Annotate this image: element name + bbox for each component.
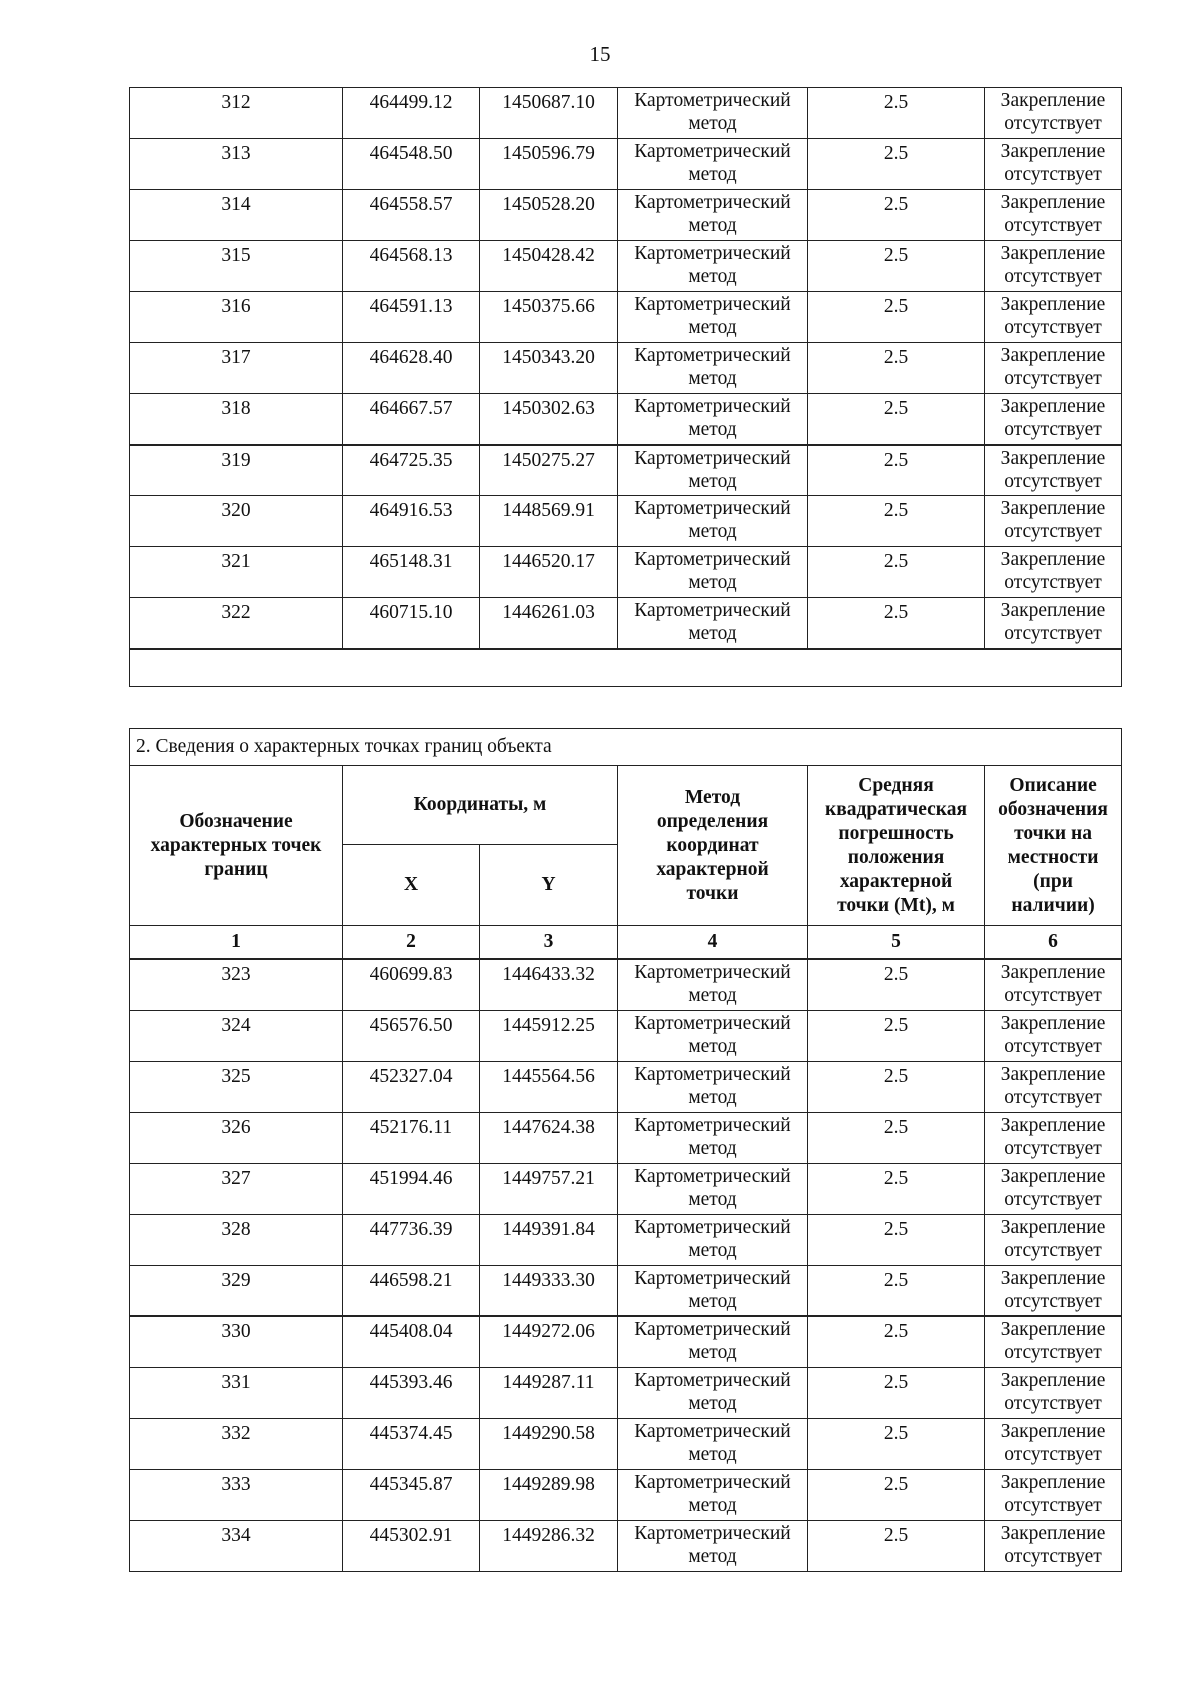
table-body — [130, 88, 1122, 649]
description-cell: Закрепление отсутствует — [985, 1265, 1122, 1316]
point-id-cell: 312 — [130, 88, 343, 139]
boundary-points-table — [129, 728, 1122, 1572]
description-cell: Закрепление отсутствует — [985, 190, 1122, 241]
mean-error-cell: 2.5 — [808, 292, 985, 343]
point-id-cell: 323 — [130, 959, 343, 1010]
method-cell: Картометрический метод — [618, 292, 808, 343]
y-coordinate-cell: 1449757.21 — [480, 1163, 618, 1214]
table-row — [130, 343, 1122, 394]
section-title: 2. Сведения о характерных точках границ объекта — [130, 729, 1122, 766]
mean-error-cell: 2.5 — [808, 343, 985, 394]
method-cell: Картометрический метод — [618, 1316, 808, 1367]
y-coordinate-cell: 1447624.38 — [480, 1112, 618, 1163]
method-cell: Картометрический метод — [618, 1520, 808, 1571]
x-coordinate-cell: 460715.10 — [343, 598, 480, 649]
y-coordinate-cell: 1449333.30 — [480, 1265, 618, 1316]
point-id-cell: 330 — [130, 1316, 343, 1367]
description-cell: Закрепление отсутствует — [985, 1367, 1122, 1418]
empty-row — [130, 649, 1122, 687]
mean-error-cell: 2.5 — [808, 1112, 985, 1163]
y-coordinate-cell: 1450528.20 — [480, 190, 618, 241]
table-row — [130, 139, 1122, 190]
point-id-cell: 332 — [130, 1418, 343, 1469]
point-id-cell: 322 — [130, 598, 343, 649]
table-row — [130, 1112, 1122, 1163]
x-coordinate-cell: 464667.57 — [343, 394, 480, 445]
point-id-cell: 334 — [130, 1520, 343, 1571]
method-cell: Картометрический метод — [618, 1469, 808, 1520]
table-body — [130, 959, 1122, 1571]
method-cell: Картометрический метод — [618, 445, 808, 496]
description-cell: Закрепление отсутствует — [985, 139, 1122, 190]
mean-error-cell: 2.5 — [808, 598, 985, 649]
description-cell: Закрепление отсутствует — [985, 1010, 1122, 1061]
point-id-cell: 333 — [130, 1469, 343, 1520]
method-cell: Картометрический метод — [618, 1010, 808, 1061]
description-cell: Закрепление отсутствует — [985, 1469, 1122, 1520]
header-coordinates: Координаты, м — [343, 766, 618, 845]
mean-error-cell: 2.5 — [808, 445, 985, 496]
y-coordinate-cell: 1450687.10 — [480, 88, 618, 139]
y-coordinate-cell: 1449289.98 — [480, 1469, 618, 1520]
point-id-cell: 327 — [130, 1163, 343, 1214]
mean-error-cell: 2.5 — [808, 1010, 985, 1061]
y-coordinate-cell: 1450596.79 — [480, 139, 618, 190]
method-cell: Картометрический метод — [618, 959, 808, 1010]
x-coordinate-cell: 464591.13 — [343, 292, 480, 343]
x-coordinate-cell: 464568.13 — [343, 241, 480, 292]
mean-error-cell: 2.5 — [808, 496, 985, 547]
point-id-cell: 319 — [130, 445, 343, 496]
point-id-cell: 331 — [130, 1367, 343, 1418]
point-id-cell: 317 — [130, 343, 343, 394]
y-coordinate-cell: 1446433.32 — [480, 959, 618, 1010]
point-id-cell: 326 — [130, 1112, 343, 1163]
x-coordinate-cell: 452176.11 — [343, 1112, 480, 1163]
column-number: 5 — [808, 926, 985, 960]
y-coordinate-cell: 1445912.25 — [480, 1010, 618, 1061]
description-cell: Закрепление отсутствует — [985, 1112, 1122, 1163]
description-cell: Закрепление отсутствует — [985, 1316, 1122, 1367]
x-coordinate-cell: 445302.91 — [343, 1520, 480, 1571]
mean-error-cell: 2.5 — [808, 139, 985, 190]
table-row — [130, 547, 1122, 598]
x-coordinate-cell: 445393.46 — [343, 1367, 480, 1418]
description-cell: Закрепление отсутствует — [985, 1418, 1122, 1469]
column-number: 1 — [130, 926, 343, 960]
x-coordinate-cell: 460699.83 — [343, 959, 480, 1010]
description-cell: Закрепление отсутствует — [985, 1214, 1122, 1265]
x-coordinate-cell: 445408.04 — [343, 1316, 480, 1367]
y-coordinate-cell: 1450302.63 — [480, 394, 618, 445]
table-row — [130, 1214, 1122, 1265]
mean-error-cell: 2.5 — [808, 1316, 985, 1367]
x-coordinate-cell: 464548.50 — [343, 139, 480, 190]
method-cell: Картометрический метод — [618, 1163, 808, 1214]
method-cell: Картометрический метод — [618, 1214, 808, 1265]
y-coordinate-cell: 1445564.56 — [480, 1061, 618, 1112]
method-cell: Картометрический метод — [618, 241, 808, 292]
y-coordinate-cell: 1449290.58 — [480, 1418, 618, 1469]
point-id-cell: 329 — [130, 1265, 343, 1316]
column-number: 3 — [480, 926, 618, 960]
description-cell: Закрепление отсутствует — [985, 394, 1122, 445]
x-coordinate-cell: 447736.39 — [343, 1214, 480, 1265]
point-id-cell: 325 — [130, 1061, 343, 1112]
y-coordinate-cell: 1446261.03 — [480, 598, 618, 649]
description-cell: Закрепление отсутствует — [985, 241, 1122, 292]
point-id-cell: 321 — [130, 547, 343, 598]
header-description: Описание обозначения точки на местности (при наличии) — [985, 766, 1122, 926]
point-id-cell: 328 — [130, 1214, 343, 1265]
method-cell: Картометрический метод — [618, 547, 808, 598]
mean-error-cell: 2.5 — [808, 190, 985, 241]
mean-error-cell: 2.5 — [808, 1214, 985, 1265]
table-row — [130, 1469, 1122, 1520]
point-id-cell: 324 — [130, 1010, 343, 1061]
x-coordinate-cell: 464558.57 — [343, 190, 480, 241]
table-row — [130, 1265, 1122, 1316]
table-row — [130, 1061, 1122, 1112]
mean-error-cell: 2.5 — [808, 88, 985, 139]
description-cell: Закрепление отсутствует — [985, 598, 1122, 649]
y-coordinate-cell: 1449287.11 — [480, 1367, 618, 1418]
header-mean-error: Средняя квадратическая погрешность положения характерной точки (Mt), м — [808, 766, 985, 926]
method-cell: Картометрический метод — [618, 139, 808, 190]
table-row — [130, 292, 1122, 343]
point-id-cell: 318 — [130, 394, 343, 445]
table-row — [130, 496, 1122, 547]
method-cell: Картометрический метод — [618, 1418, 808, 1469]
point-id-cell: 315 — [130, 241, 343, 292]
point-id-cell: 314 — [130, 190, 343, 241]
method-cell: Картометрический метод — [618, 394, 808, 445]
x-coordinate-cell: 445374.45 — [343, 1418, 480, 1469]
y-coordinate-cell: 1450275.27 — [480, 445, 618, 496]
header-x: X — [343, 845, 480, 926]
description-cell: Закрепление отсутствует — [985, 547, 1122, 598]
y-coordinate-cell: 1448569.91 — [480, 496, 618, 547]
table-row — [130, 88, 1122, 139]
x-coordinate-cell: 445345.87 — [343, 1469, 480, 1520]
description-cell: Закрепление отсутствует — [985, 1061, 1122, 1112]
x-coordinate-cell: 464628.40 — [343, 343, 480, 394]
x-coordinate-cell: 456576.50 — [343, 1010, 480, 1061]
mean-error-cell: 2.5 — [808, 1418, 985, 1469]
description-cell: Закрепление отсутствует — [985, 959, 1122, 1010]
point-id-cell: 320 — [130, 496, 343, 547]
method-cell: Картометрический метод — [618, 598, 808, 649]
mean-error-cell: 2.5 — [808, 394, 985, 445]
table-row — [130, 1367, 1122, 1418]
method-cell: Картометрический метод — [618, 190, 808, 241]
page-number: 15 — [589, 42, 611, 66]
method-cell: Картометрический метод — [618, 1061, 808, 1112]
method-cell: Картометрический метод — [618, 88, 808, 139]
y-coordinate-cell: 1450343.20 — [480, 343, 618, 394]
table-row — [130, 241, 1122, 292]
x-coordinate-cell: 464916.53 — [343, 496, 480, 547]
mean-error-cell: 2.5 — [808, 1265, 985, 1316]
y-coordinate-cell: 1446520.17 — [480, 547, 618, 598]
mean-error-cell: 2.5 — [808, 959, 985, 1010]
method-cell: Картометрический метод — [618, 343, 808, 394]
table-row — [130, 394, 1122, 445]
mean-error-cell: 2.5 — [808, 1469, 985, 1520]
table-row — [130, 959, 1122, 1010]
header-y: Y — [480, 845, 618, 926]
column-number: 6 — [985, 926, 1122, 960]
coordinates-table-continued — [129, 87, 1122, 687]
x-coordinate-cell: 452327.04 — [343, 1061, 480, 1112]
mean-error-cell: 2.5 — [808, 241, 985, 292]
description-cell: Закрепление отсутствует — [985, 1520, 1122, 1571]
y-coordinate-cell: 1449272.06 — [480, 1316, 618, 1367]
mean-error-cell: 2.5 — [808, 1163, 985, 1214]
description-cell: Закрепление отсутствует — [985, 1163, 1122, 1214]
y-coordinate-cell: 1449391.84 — [480, 1214, 618, 1265]
mean-error-cell: 2.5 — [808, 547, 985, 598]
description-cell: Закрепление отсутствует — [985, 88, 1122, 139]
y-coordinate-cell: 1450375.66 — [480, 292, 618, 343]
table-row — [130, 1010, 1122, 1061]
point-id-cell: 316 — [130, 292, 343, 343]
y-coordinate-cell: 1449286.32 — [480, 1520, 618, 1571]
method-cell: Картометрический метод — [618, 1265, 808, 1316]
table-row — [130, 1163, 1122, 1214]
empty-cell — [130, 649, 1122, 687]
description-cell: Закрепление отсутствует — [985, 292, 1122, 343]
description-cell: Закрепление отсутствует — [985, 343, 1122, 394]
x-coordinate-cell: 446598.21 — [343, 1265, 480, 1316]
table-row — [130, 190, 1122, 241]
description-cell: Закрепление отсутствует — [985, 496, 1122, 547]
mean-error-cell: 2.5 — [808, 1367, 985, 1418]
x-coordinate-cell: 464725.35 — [343, 445, 480, 496]
table-row — [130, 1520, 1122, 1571]
method-cell: Картометрический метод — [618, 1112, 808, 1163]
method-cell: Картометрический метод — [618, 496, 808, 547]
x-coordinate-cell: 451994.46 — [343, 1163, 480, 1214]
description-cell: Закрепление отсутствует — [985, 445, 1122, 496]
table-row — [130, 1316, 1122, 1367]
column-number: 4 — [618, 926, 808, 960]
table-row — [130, 1418, 1122, 1469]
x-coordinate-cell: 464499.12 — [343, 88, 480, 139]
header-method: Метод определения координат характерной точки — [618, 766, 808, 926]
table-row — [130, 598, 1122, 649]
table-row — [130, 445, 1122, 496]
x-coordinate-cell: 465148.31 — [343, 547, 480, 598]
header-point-designation: Обозначение характерных точек границ — [130, 766, 343, 926]
mean-error-cell: 2.5 — [808, 1061, 985, 1112]
method-cell: Картометрический метод — [618, 1367, 808, 1418]
mean-error-cell: 2.5 — [808, 1520, 985, 1571]
point-id-cell: 313 — [130, 139, 343, 190]
column-number: 2 — [343, 926, 480, 960]
y-coordinate-cell: 1450428.42 — [480, 241, 618, 292]
